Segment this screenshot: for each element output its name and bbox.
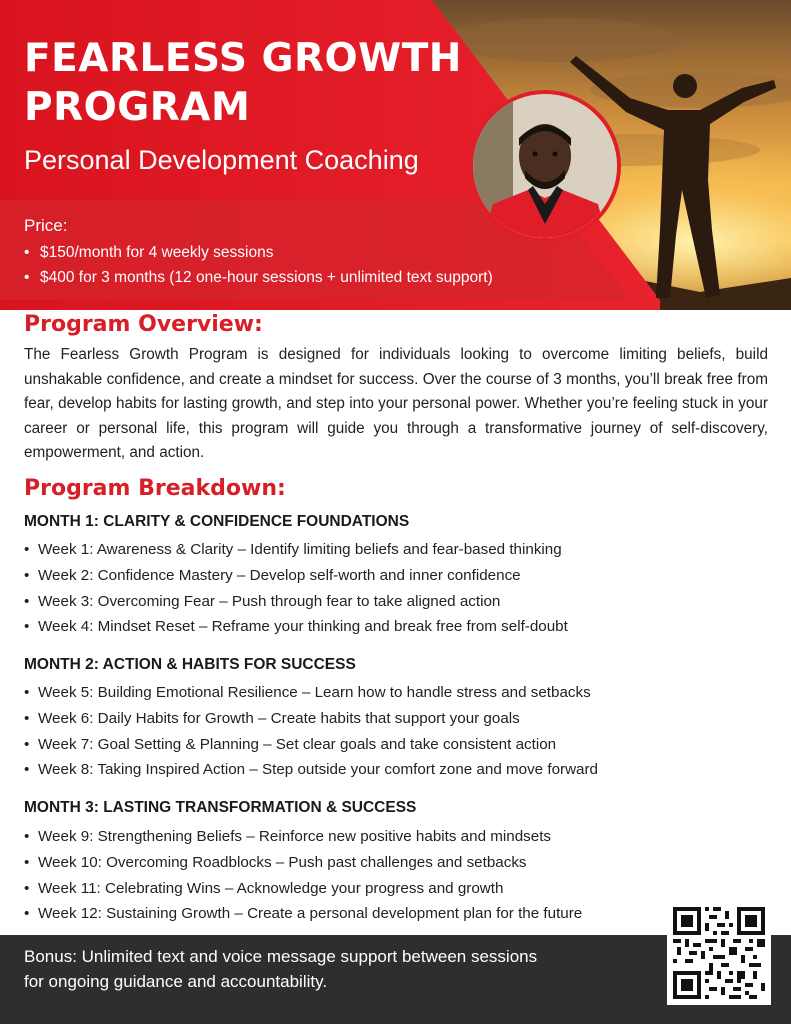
price-label: Price: bbox=[24, 216, 68, 235]
month-1-weeks bbox=[24, 537, 568, 640]
portrait-illustration bbox=[473, 94, 617, 238]
qr-code-graphic bbox=[673, 907, 765, 999]
month-1-title: MONTH 1: CLARITY & CONFIDENCE FOUNDATIONS bbox=[24, 513, 410, 530]
qr-code-icon[interactable] bbox=[667, 901, 771, 1005]
price-item: • $150/month for 4 weekly sessions bbox=[24, 240, 493, 265]
bonus-text: Bonus: Unlimited text and voice message support between sessions for ongoing guidance and accountability. bbox=[24, 947, 538, 991]
week-item: • Week 4: Mindset Reset – Reframe your thinking and break free from self-doubt bbox=[24, 614, 568, 640]
week-item: • Week 6: Daily Habits for Growth – Create habits that support your goals bbox=[24, 706, 598, 732]
overview-paragraph: The Fearless Growth Program is designed for individuals looking to overcome limiting beliefs, build unshakable confidence, and create a mindset for success. Over the course of 3 months, you’ll break free from fear, develop habits for lasting growth, and step into your personal power. Whether you’re feeling stuck in your career or personal life, this program will guide you through a transformative journey of self-discovery, empowerment, and action. bbox=[24, 346, 768, 462]
price-list bbox=[24, 240, 493, 290]
week-item: • Week 5: Building Emotional Resilience – Learn how to handle stress and setbacks bbox=[24, 680, 598, 706]
week-item: • Week 12: Sustaining Growth – Create a personal development plan for the future bbox=[24, 901, 582, 927]
week-item: • Week 2: Confidence Mastery – Develop self-worth and inner confidence bbox=[24, 563, 568, 589]
month-3-weeks bbox=[24, 824, 582, 927]
month-2-weeks bbox=[24, 680, 598, 783]
breakdown-heading: Program Breakdown: bbox=[24, 476, 286, 501]
week-item: • Week 8: Taking Inspired Action – Step outside your comfort zone and move forward bbox=[24, 757, 598, 783]
week-item: • Week 10: Overcoming Roadblocks – Push past challenges and setbacks bbox=[24, 850, 582, 876]
week-item: • Week 3: Overcoming Fear – Push through fear to take aligned action bbox=[24, 589, 568, 615]
price-item: • $400 for 3 months (12 one-hour sessions + unlimited text support) bbox=[24, 265, 493, 290]
program-title: FEARLESS GROWTH PROGRAM bbox=[24, 36, 462, 130]
week-item: • Week 11: Celebrating Wins – Acknowledge your progress and growth bbox=[24, 876, 582, 902]
week-item: • Week 7: Goal Setting & Planning – Set clear goals and take consistent action bbox=[24, 732, 598, 758]
month-2-title: MONTH 2: ACTION & HABITS FOR SUCCESS bbox=[24, 656, 356, 673]
header-banner bbox=[0, 0, 791, 310]
program-subtitle: Personal Development Coaching bbox=[24, 145, 419, 175]
coach-portrait bbox=[469, 90, 621, 242]
overview-heading: Program Overview: bbox=[24, 312, 263, 337]
month-3-title: MONTH 3: LASTING TRANSFORMATION & SUCCESS bbox=[24, 799, 417, 816]
week-item: • Week 9: Strengthening Beliefs – Reinforce new positive habits and mindsets bbox=[24, 824, 582, 850]
week-item: • Week 1: Awareness & Clarity – Identify limiting beliefs and fear-based thinking bbox=[24, 537, 568, 563]
